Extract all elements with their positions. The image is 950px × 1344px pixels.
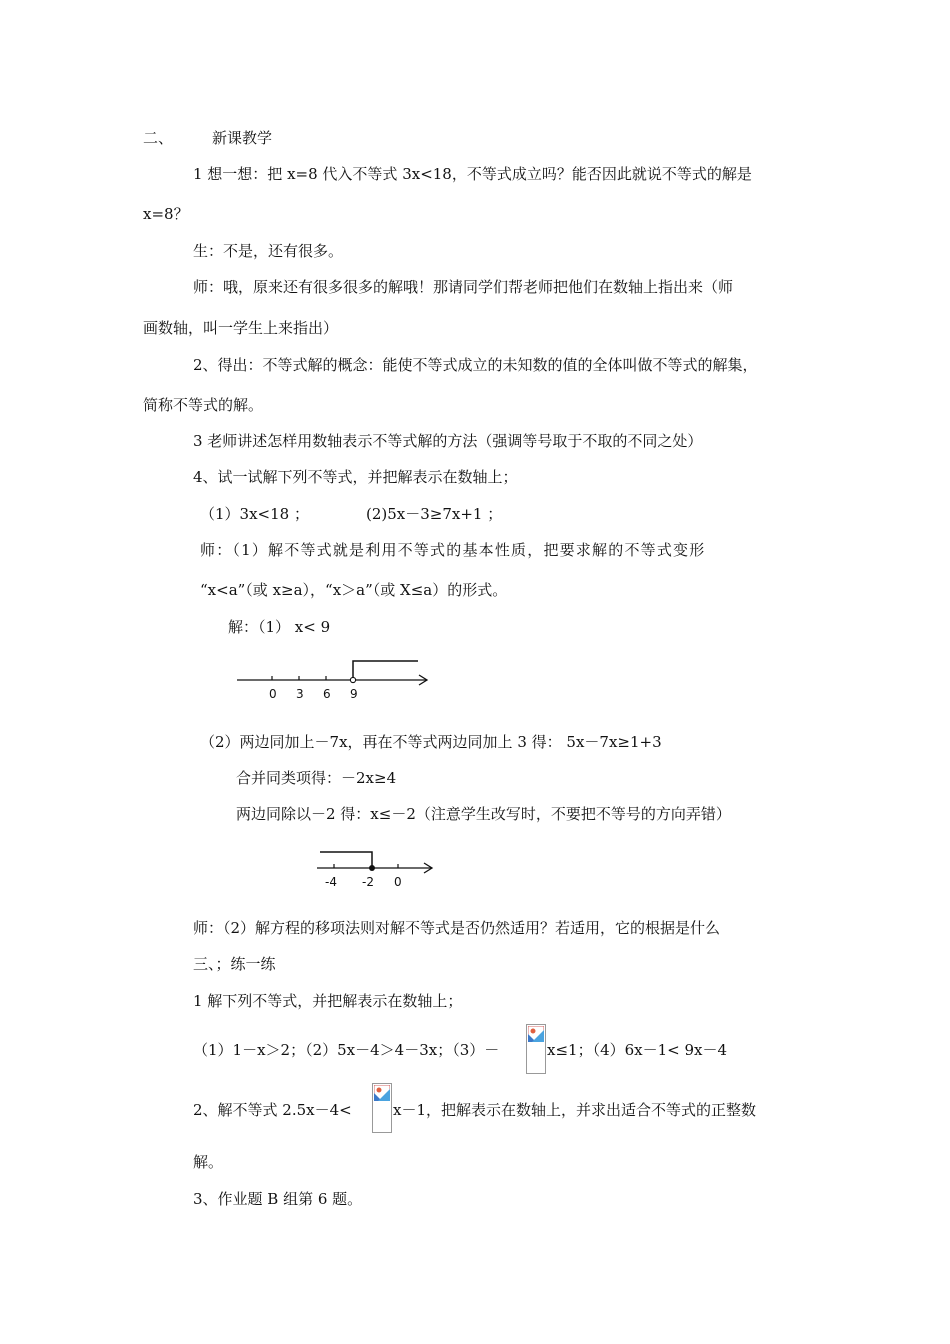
paragraph-teacher-question: 师：（2）解方程的移项法则对解不等式是否仍然适用？若适用，它的根据是什么 [193, 919, 721, 937]
exercise-2: (2)5x－3≥7x+1 ； [366, 505, 503, 523]
solution-2-step3: 两边同除以－2 得：x≤－2（注意学生改写时，不要把不等号的方向弄错） [236, 805, 731, 823]
paragraph-think-cont: x=8？ [143, 205, 189, 223]
solution-1: 解：（1） x< 9 [228, 618, 331, 636]
broken-image-icon [526, 1024, 546, 1074]
paragraph-concept-cont: 简称不等式的解。 [143, 396, 264, 414]
paragraph-method: 3 老师讲述怎样用数轴表示不等式解的方法（强调等号取于不取的不同之处） [193, 432, 703, 450]
tick-label-zero: 0 [394, 875, 402, 889]
broken-image-icon [372, 1083, 392, 1133]
paragraph-teacher-cont: 画数轴，叫一学生上来指出） [143, 319, 339, 337]
practice-question-2-cont: 解。 [193, 1153, 224, 1171]
solution-2-step1: （2）两边同加上－7x，再在不等式两边同加上 3 得： 5x－7x≥1+3 [200, 733, 662, 751]
practice-instruction: 1 解下列不等式，并把解表示在数轴上； [193, 992, 463, 1010]
practice-question-2-part2: x－1，把解表示在数轴上，并求出适合不等式的正整数 [393, 1101, 757, 1119]
section-3-heading: 三、；练一练 [193, 955, 276, 973]
tick-label-neg4: -4 [325, 875, 337, 889]
homework-assignment: 3、作业题 B 组第 6 题。 [193, 1190, 363, 1208]
paragraph-think: 1 想一想：把 x=8 代入不等式 3x<18，不等式成立吗？能否因此就说不等式的解是 [193, 165, 752, 183]
tick-label-6: 6 [323, 687, 331, 701]
tick-label-9: 9 [350, 687, 358, 701]
number-line-2 [314, 842, 439, 892]
paragraph-concept: 2、得出：不等式解的概念：能使不等式成立的未知数的值的全体叫做不等式的解集， [193, 356, 758, 374]
practice-items-part2: x≤1；（4）6x－1< 9x－4 [547, 1041, 728, 1059]
practice-question-2-part1: 2、解不等式 2.5x－4< [193, 1101, 352, 1119]
paragraph-teacher: 师：哦，原来还有很多很多的解哦！那请同学们帮老师把他们在数轴上指出来（师 [193, 278, 734, 296]
tick-label-neg2: -2 [362, 875, 374, 889]
paragraph-teacher-explain: 师：（1）解不等式就是利用不等式的基本性质，把要求解的不等式变形 [200, 541, 706, 559]
exercise-1: （1）3x<18 ； [200, 505, 309, 523]
paragraph-teacher-explain-cont: “x<a”（或 x≥a），“x＞a”（或 X≤a）的形式。 [200, 581, 508, 599]
tick-label-0: 0 [269, 687, 277, 701]
practice-items-part1: （1）1－x＞2；（2）5x－4＞4－3x；（3）－ [193, 1041, 500, 1059]
section-heading-number: 二、 [143, 129, 174, 147]
paragraph-student: 生：不是，还有很多。 [193, 242, 344, 260]
paragraph-try: 4、试一试解下列不等式，并把解表示在数轴上； [193, 468, 518, 486]
solution-2-step2: 合并同类项得：－2x≥4 [236, 769, 397, 787]
section-heading-title: 新课教学 [212, 129, 273, 147]
tick-label-3: 3 [296, 687, 304, 701]
number-line-1 [232, 655, 432, 705]
